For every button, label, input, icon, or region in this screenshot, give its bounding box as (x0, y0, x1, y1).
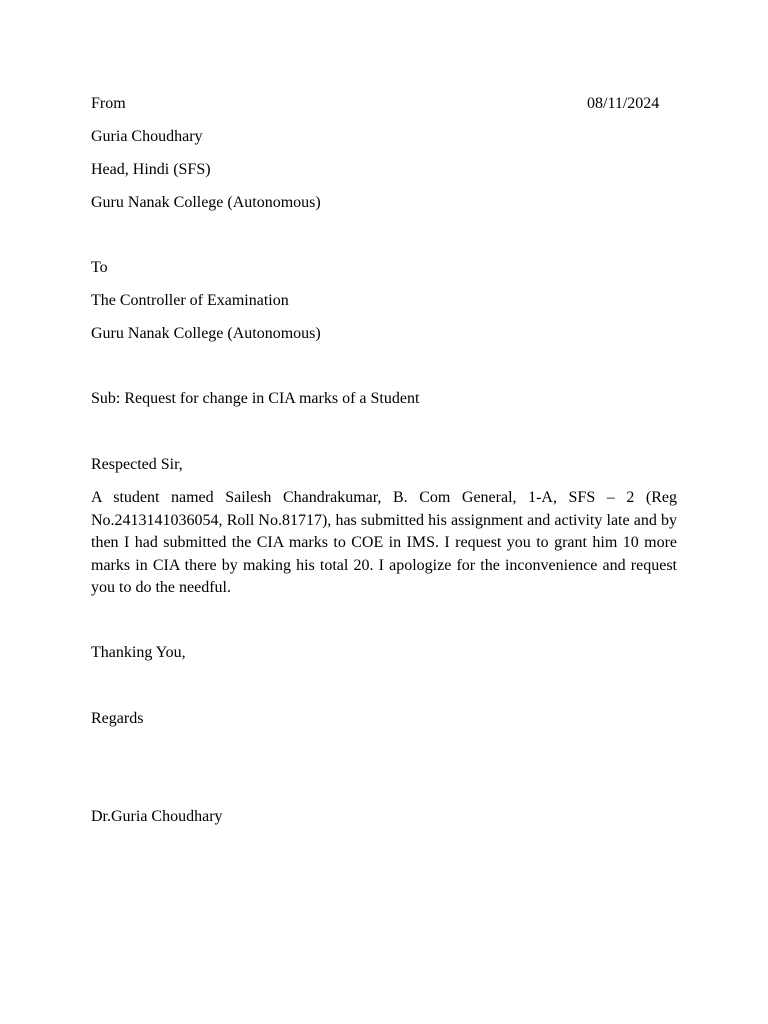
sender-institution: Guru Nanak College (Autonomous) (91, 194, 321, 211)
closing-line: Regards (91, 710, 144, 727)
letter-body: A student named Sailesh Chandrakumar, B. Com General, 1-A, SFS – 2 (Reg No.2413141036054, Roll No.81717), has submitted his assignment and activity late and by then I had submitted the CIA marks to COE in IMS. I request you to grant him 10 more marks in CIA there by making his total 20. I apologize for the inconvenience and request you to do the needful. (91, 489, 677, 597)
from-label: From (91, 95, 126, 112)
sender-name: Guria Choudhary (91, 128, 203, 145)
letter-date: 08/11/2024 (587, 95, 660, 112)
recipient-title: The Controller of Examination (91, 292, 289, 309)
recipient-institution: Guru Nanak College (Autonomous) (91, 325, 321, 342)
signature-name: Dr.Guria Choudhary (91, 808, 223, 825)
sender-designation: Head, Hindi (SFS) (91, 161, 211, 178)
to-label: To (91, 259, 108, 276)
subject-line: Sub: Request for change in CIA marks of a Student (91, 390, 420, 407)
salutation: Respected Sir, (91, 456, 183, 473)
thanks-line: Thanking You, (91, 644, 186, 661)
